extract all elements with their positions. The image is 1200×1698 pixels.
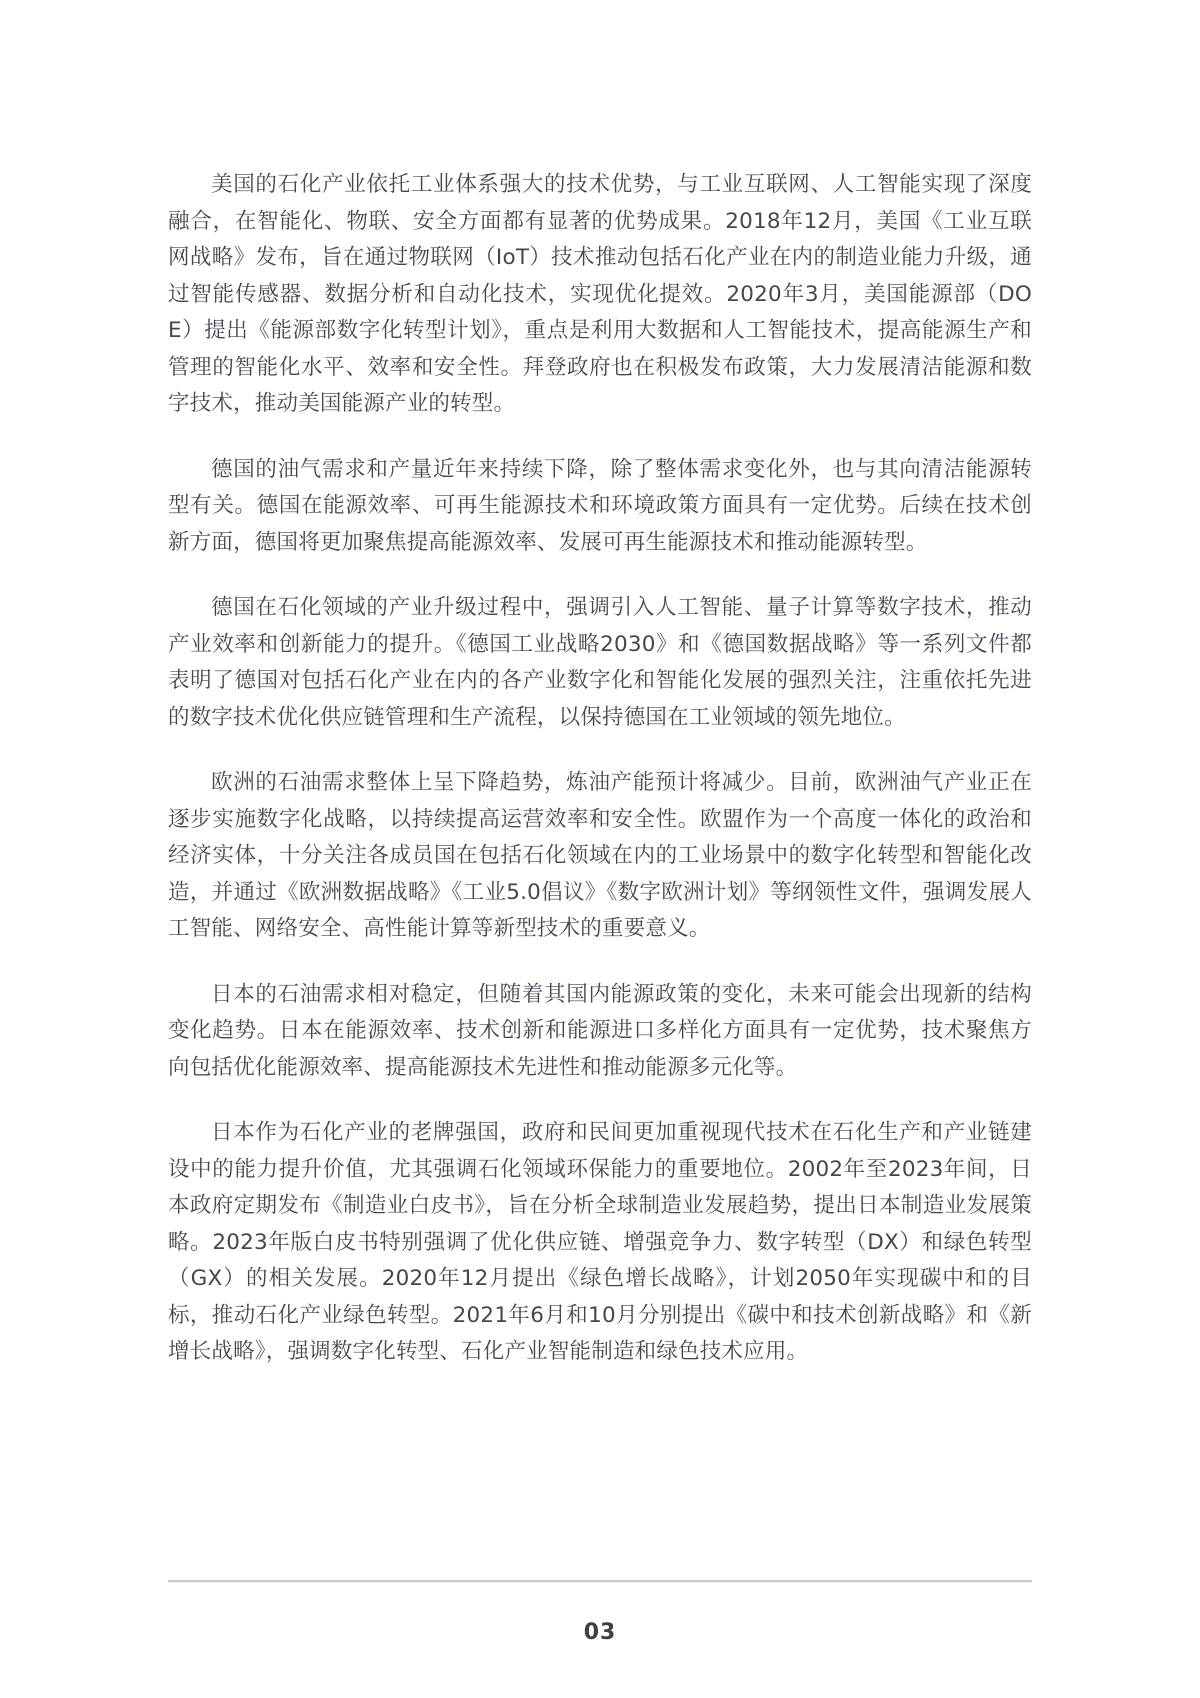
paragraph-us-petrochemical: 美国的石化产业依托工业体系强大的技术优势，与工业互联网、人工智能实现了深度融合，在智能化、物联、安全方面都有显著的优势成果。2018年12月，美国《工业互联网战略》发布，旨在通过物联网（IoT）技术推动包括石化产业在内的制造业能力升级，通过智能传感器、数据分析和自动化技术，实现优化提效。2020年3月，美国能源部（DOE）提出《能源部数字化转型计划》，重点是利用大数据和人工智能技术，提高能源生产和管理的智能化水平、效率和安全性。拜登政府也在积极发布政策，大力发展清洁能源和数字技术，推动美国能源产业的转型。 bbox=[168, 172, 1032, 416]
paragraph-germany-industry-upgrade: 德国在石化领域的产业升级过程中，强调引入人工智能、量子计算等数字技术，推动产业效率和创新能力的提升。《德国工业战略2030》和《德国数据战略》等一系列文件都表明了德国对包括石化产业在内的各产业数字化和智能化发展的强烈关注，注重依托先进的数字技术优化供应链管理和生产流程，以保持德国在工业领域的领先地位。 bbox=[168, 595, 1032, 730]
page-number: 03 bbox=[583, 1620, 617, 1645]
body-text-block bbox=[168, 167, 1032, 1400]
footer-divider bbox=[168, 1580, 1032, 1582]
paragraph-europe-oil-demand: 欧洲的石油需求整体上呈下降趋势，炼油产能预计将减少。目前，欧洲油气产业正在逐步实施数字化战略，以持续提高运营效率和安全性。欧盟作为一个高度一体化的政治和经济实体，十分关注各成员国在包括石化领域在内的工业场景中的数字化转型和智能化改造，并通过《欧洲数据战略》《工业5.0倡议》《数字欧洲计划》等纲领性文件，强调发展人工智能、网络安全、高性能计算等新型技术的重要意义。 bbox=[168, 770, 1032, 941]
paragraph-japan-petrochemical-policy: 日本作为石化产业的老牌强国，政府和民间更加重视现代技术在石化生产和产业链建设中的能力提升价值，尤其强调石化领域环保能力的重要地位。2002年至2023年间，日本政府定期发布《制造业白皮书》，旨在分析全球制造业发展趋势，提出日本制造业发展策略。2023年版白皮书特别强调了优化供应链、增强竞争力、数字转型（DX）和绿色转型（GX）的相关发展。2020年12月提出《绿色增长战略》，计划2050年实现碳中和的目标，推动石化产业绿色转型。2021年6月和10月分别提出《碳中和技术创新战略》和《新增长战略》，强调数字化转型、石化产业智能制造和绿色技术应用。 bbox=[168, 1120, 1032, 1364]
paragraph-japan-oil-demand: 日本的石油需求相对稳定，但随着其国内能源政策的变化，未来可能会出现新的结构变化趋势。日本在能源效率、技术创新和能源进口多样化方面具有一定优势，技术聚焦方向包括优化能源效率、提高能源技术先进性和推动能源多元化等。 bbox=[168, 981, 1032, 1080]
paragraph-germany-oil-gas: 德国的油气需求和产量近年来持续下降，除了整体需求变化外，也与其向清洁能源转型有关。德国在能源效率、可再生能源技术和环境政策方面具有一定优势。后续在技术创新方面，德国将更加聚焦提高能源效率、发展可再生能源技术和推动能源转型。 bbox=[168, 456, 1032, 555]
